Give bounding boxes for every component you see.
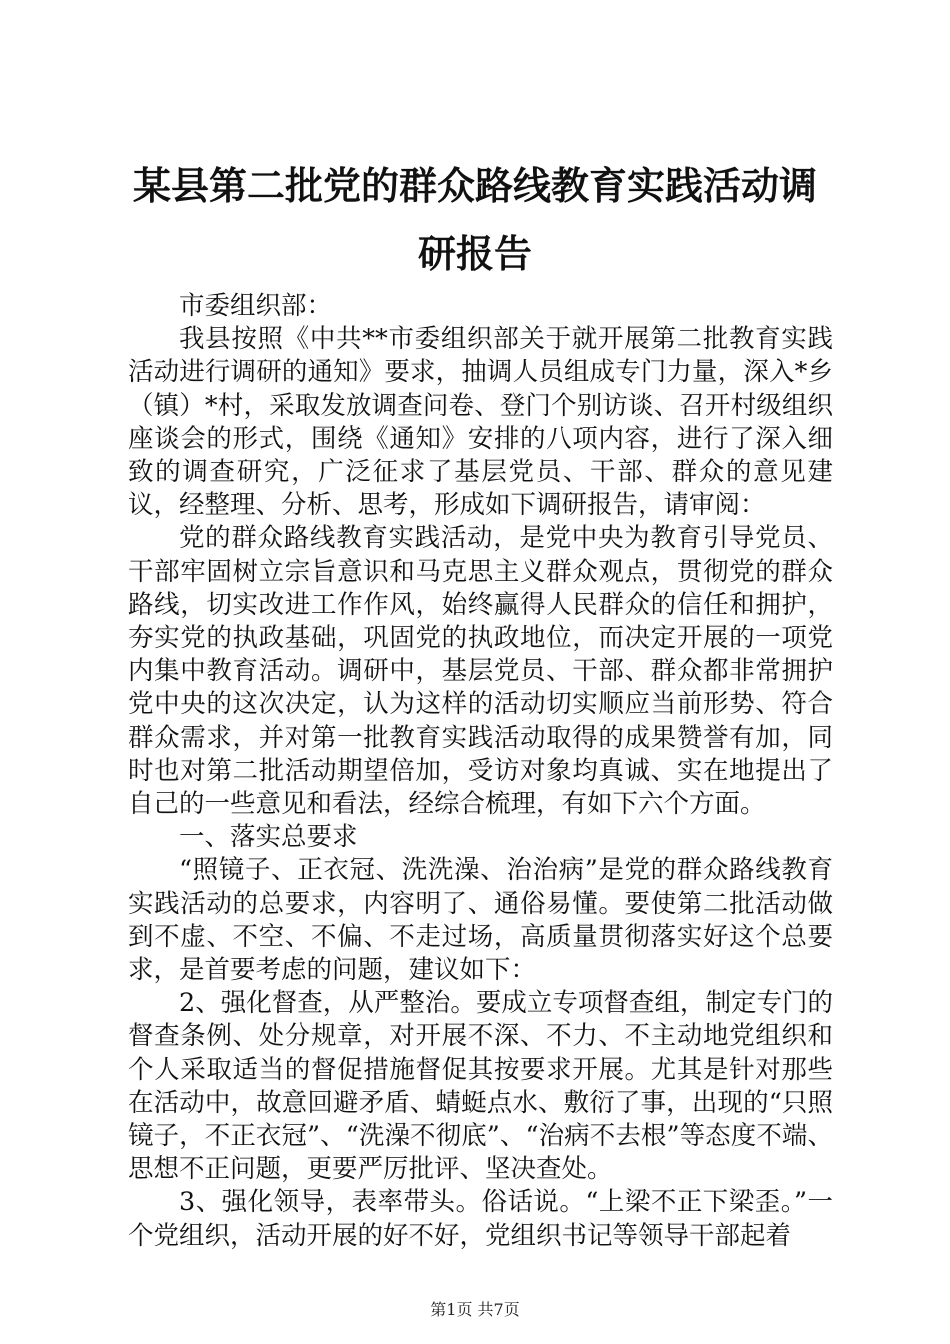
- intro-paragraph: 我县按照《中共**市委组织部关于就开展第二批教育实践活动进行调研的通知》要求，抽调人员组成专门力量，深入*乡（镇）*村，采取发放调查问卷、登门个别访谈、召开村级组织座谈会的形式，围绕《通知》安排的八项内容，进行了深入细致的调查研究，广泛征求了基层党员、干部、群众的意见建议，经整理、分析、思考，形成如下调研报告，请审阅：: [128, 324, 833, 521]
- item-3-paragraph: 3、强化领导，表率带头。俗话说。“上梁不正下梁歪。”一个党组织，活动开展的好不好，党组织书记等领导干部起着: [128, 1187, 833, 1251]
- document-body: [128, 290, 833, 1253]
- item-2-paragraph: 2、强化督查，从严整治。要成立专项督查组，制定专门的督查条例、处分规章，对开展不深、不力、不主动地党组织和个人采取适当的督促措施督促其按要求开展。尤其是针对那些在活动中，故意回避矛盾、蜻蜓点水、敷衍了事，出现的“只照镜子，不正衣冠”、“洗澡不彻底”、“治病不去根”等态度不端、思想不正问题，更要严厉批评、坚决查处。: [128, 988, 833, 1185]
- background-paragraph: 党的群众路线教育实践活动，是党中央为教育引导党员、干部牢固树立宗旨意识和马克思主义群众观点，贯彻党的群众路线，切实改进工作作风，始终赢得人民群众的信任和拥护，夯实党的执政基础，巩固党的执政地位，而决定开展的一项党内集中教育活动。调研中，基层党员、干部、群众都非常拥护党中央的这次决定，认为这样的活动切实顺应当前形势、符合群众需求，并对第一批教育实践活动取得的成果赞誉有加，同时也对第二批活动期望倍加，受访对象均真诚、实在地提出了自己的一些意见和看法，经综合梳理，有如下六个方面。: [128, 523, 833, 820]
- section-intro-paragraph: “照镜子、正衣冠、洗洗澡、治治病”是党的群众路线教育实践活动的总要求，内容明了、通俗易懂。要使第二批活动做到不虚、不空、不偏、不走过场，高质量贯彻落实好这个总要求，是首要考虑的问题，建议如下：: [128, 855, 833, 986]
- salutation-paragraph: 市委组织部：: [179, 291, 333, 321]
- page-number-footer: 第1页 共7页: [430, 1300, 520, 1319]
- document-title: 某县第二批党的群众路线教育实践活动调研报告: [132, 163, 817, 276]
- section-heading: 一、落实总要求: [179, 822, 358, 853]
